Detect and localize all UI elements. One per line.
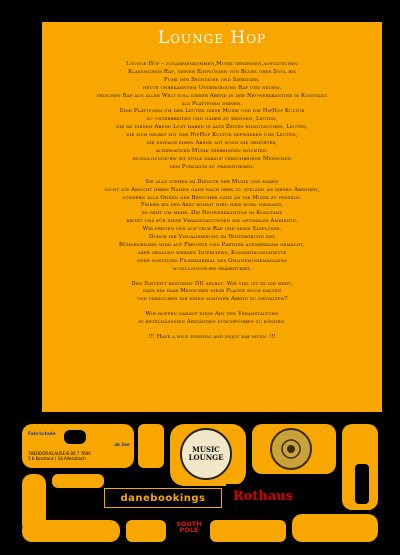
deco-block-bottom-center [210,520,286,542]
deco-block-bottom-mid [126,520,166,542]
sponsor-rothaus: Rothaus [226,484,300,508]
sponsor-seal-icon [270,428,312,470]
paragraph-intro: Lounge Hop – zusammenkommen,Musik geniessen,austauschen Klassischem Rap, seinen Einflüssen von Blues über Soul bis Funk der Sechziger und Siebziger, heute unbekanntem Underground Rap und neuem, frischen Rap aus aller Welt soll dieser Abend in der Neuwerkkantine in Konstanz als Plattform dienen. Eine Plattform um den Leuten diese Musik und die HipHop Kultur zu unterbreiten und näher zu bringen, Leuten, die an diesem Abend Lust haben in alte Zeiten einzutauchen, Leuten, die sich selbst mit der HipHop Kultur definieren und Leuten, die einfach einen Abend mit noch nie gehörter, alternativer Musik verbringen möchten. musiclounge-bw ist stolz darauf verschiedene Menschen dem Publikum zu präsentieren. [96,61,328,170]
music-lounge-line2: LOUNGE [188,453,224,462]
paragraph-music: Sie alle stehen im Dienste der Musik und haben nicht die Absicht ihren Namen ganz nach oben zu stellen an diesen Abenden, sondern alle Ohren der Besucher ganz an die Musik zu fesseln. Feiern bis der Arzt kommt wird hier wohl niemand, es geht um mehr. Die Neuwerkkantine in Konstanz bietet uns für diese Veranstaltungen ein optimales Ambiente. Wir freuen uns auf true Rap und seine Einflüsse. Durch die Visualisierung im Hintergrund des Bühnenbildes wird auf Freunde und Partner aufmerksam gemacht, aber genauso werden Interviews, Konzertausschnitte oder sonstiges Filmmaterial des Onlinemusikmagazins musiclounge-bw präsentiert. [104,178,320,272]
deco-block-right-bottom [292,514,378,542]
fahrschule-tag: ab See [114,441,130,447]
south-pole-line1: SOUTH [176,520,202,528]
paragraph-entry: Den Eintritt bestimmt DU selbst. Wie viel ist es dir wert, dass ein paar Menschen diese Flagge hoch halten und versuchen dir einen schönen Abend zu gestalten? [131,280,293,303]
deco-hole [353,462,371,506]
text-panel [42,22,382,412]
fahrschule-name: Fahrschule [28,431,56,437]
south-pole-line2: POLE [179,526,199,534]
deco-block-left-bottom [22,520,120,542]
flyer-body [56,61,368,342]
sponsor-danebookings: danebookings [104,488,222,508]
fahrschule-address: THEODOR-KLAUSE-B 80 7 7600 5 b Konstanz | 16 Allensbach [28,450,91,461]
seal-emblem-icon [280,438,302,460]
sponsor-music-lounge [180,428,232,480]
paragraph-closing: !!! Have a nice evening and enjoy rap music !!! [148,334,276,341]
deco-block-center-bar [138,424,164,468]
paragraph-hope: Wir hoffen darauf diese Art der Veranstaltung in regelmässigen Abständen durchführen zu können. [138,311,286,326]
flyer-title: Lounge Hop [157,28,267,48]
music-lounge-line1: MUSIC [192,445,220,454]
deco-block-left-bar [52,474,104,488]
sponsor-south-pole [168,514,210,540]
